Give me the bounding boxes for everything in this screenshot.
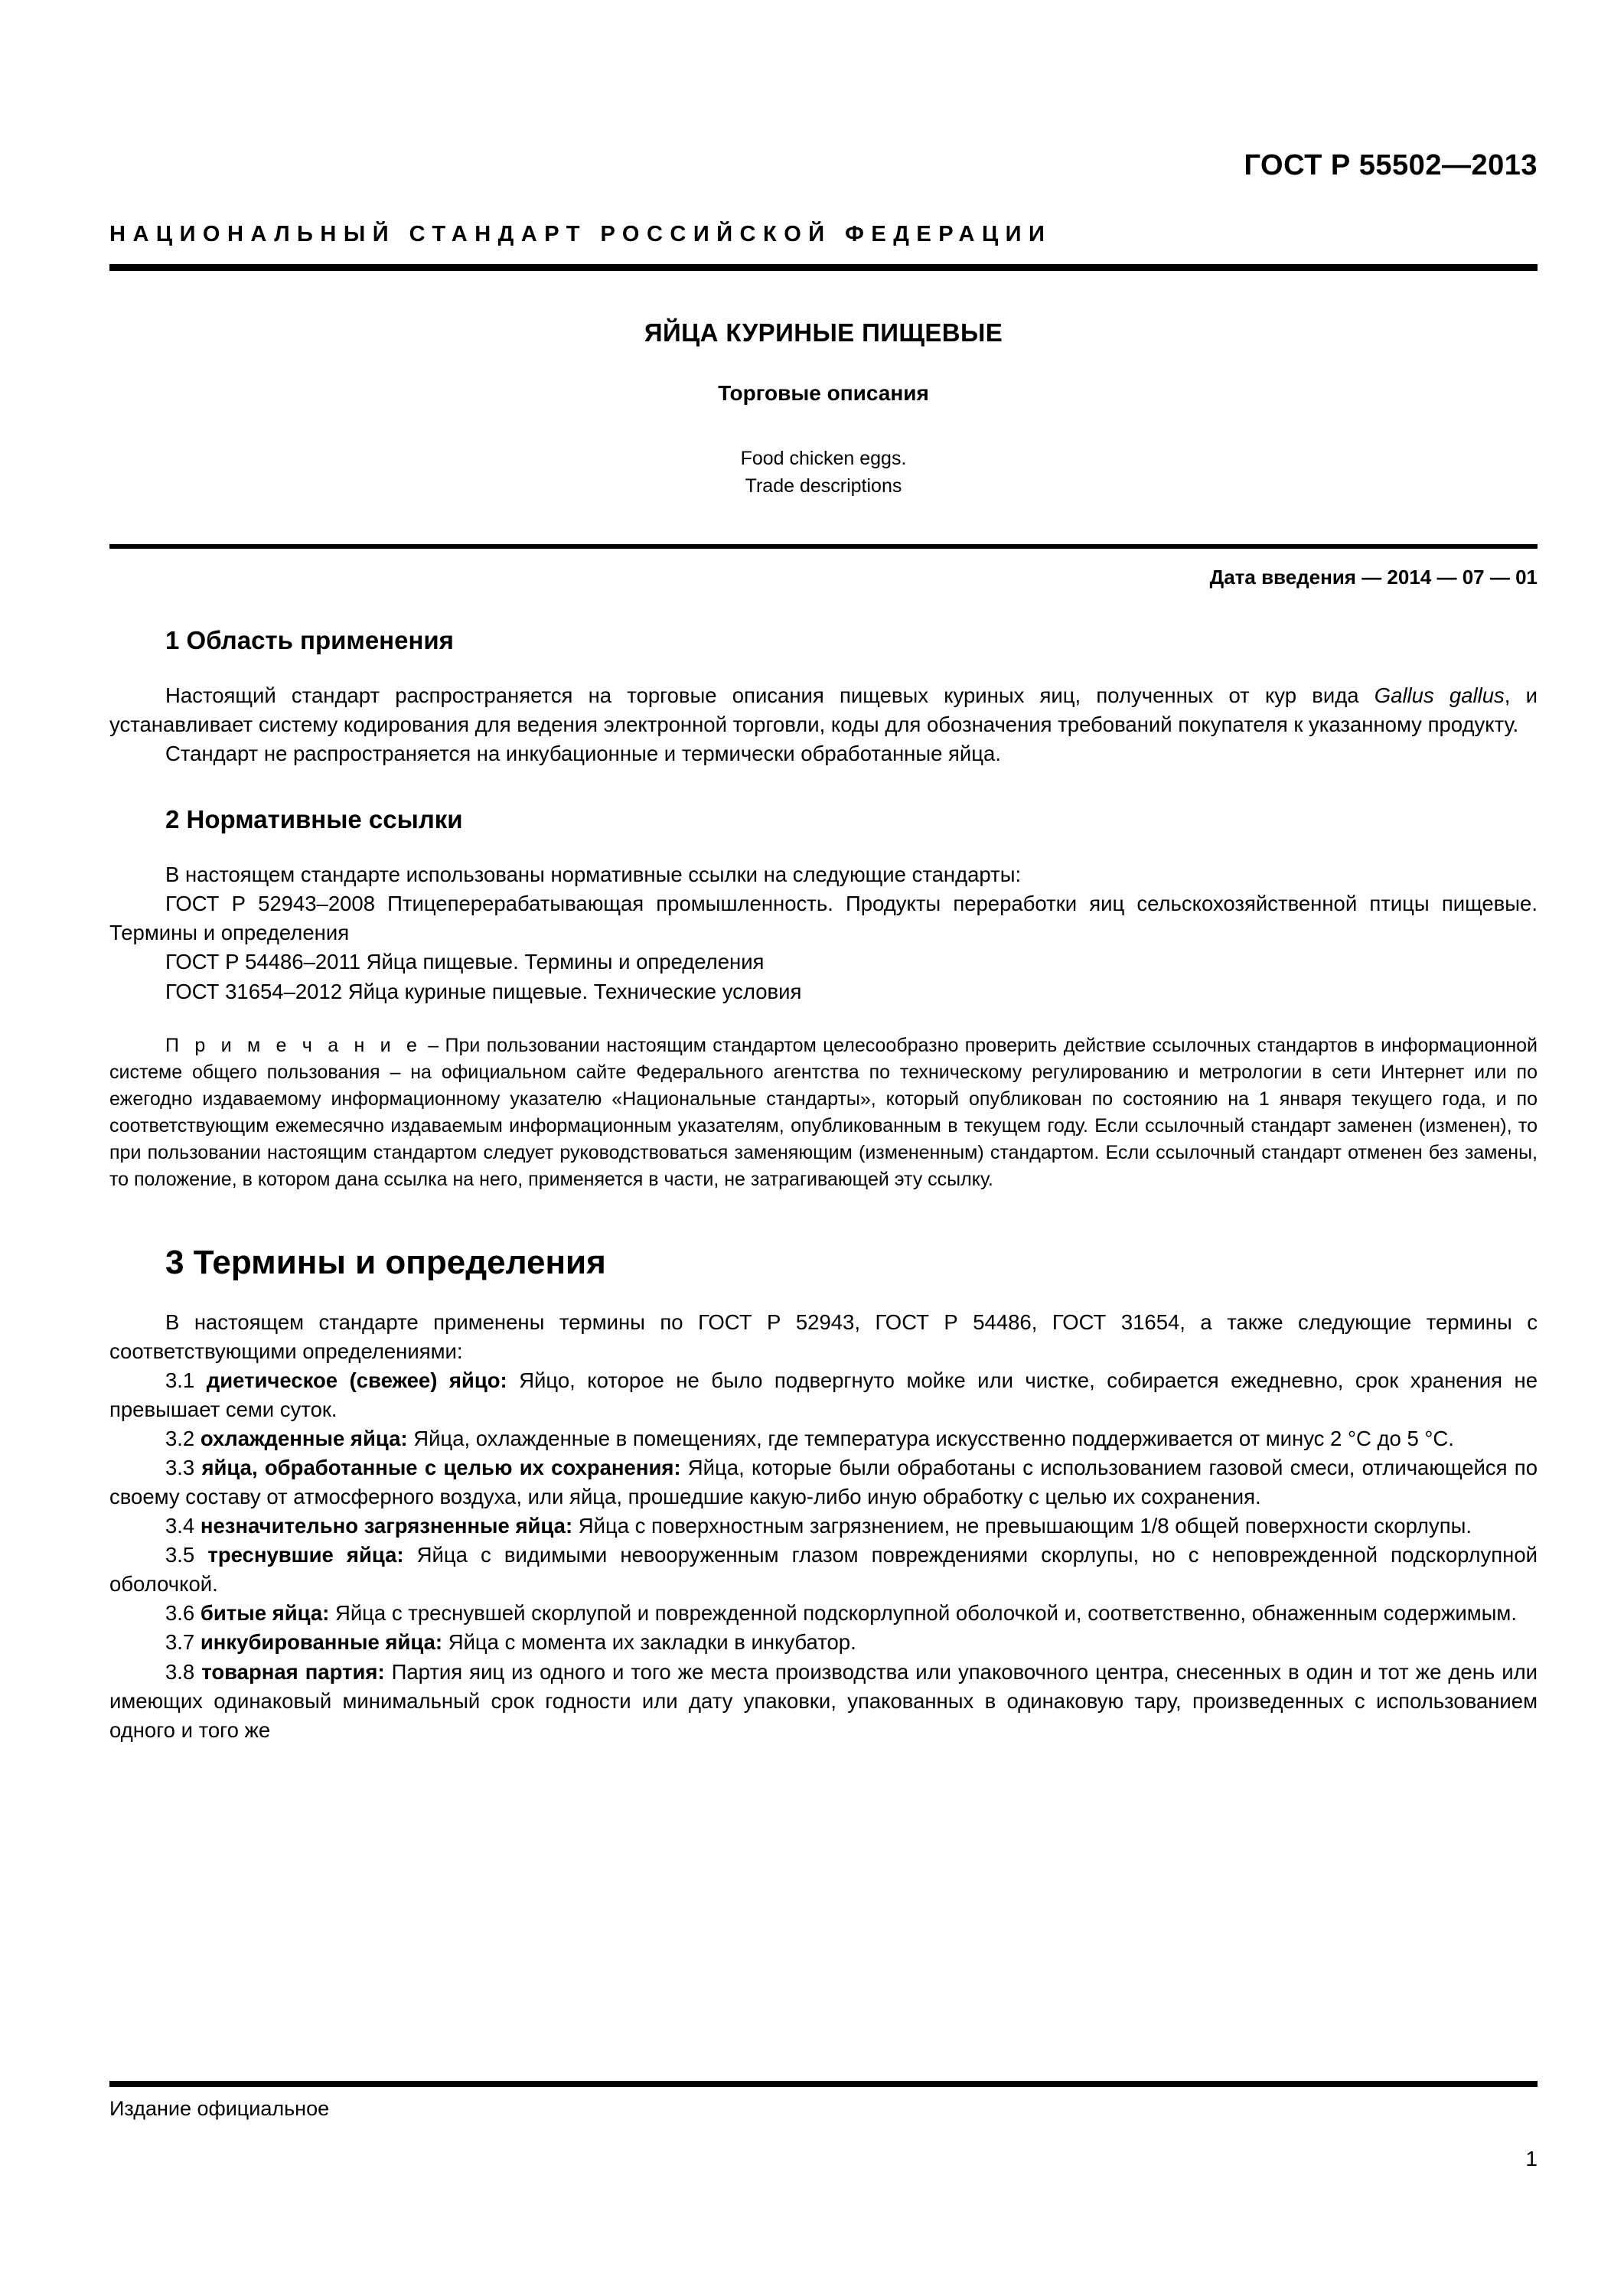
term-name: инкубированные яйца: bbox=[200, 1630, 443, 1655]
term-number: 3.6 bbox=[165, 1601, 195, 1626]
term-body: Яйца, которые были обработаны с использованием газовой смеси, отличающейся по своему составу от атмосферного воздуха, или яйца, прошедшие какую-либо иную обработку с целью их сохранения. bbox=[109, 1456, 1538, 1509]
spacer bbox=[109, 500, 1538, 544]
national-standard-line: НАЦИОНАЛЬНЫЙ СТАНДАРТ РОССИЙСКОЙ ФЕДЕРАЦИИ bbox=[109, 222, 1052, 246]
title-english-line-1: Food chicken eggs. bbox=[740, 448, 907, 469]
term-number: 3.5 bbox=[165, 1543, 195, 1567]
term-definition bbox=[109, 1424, 1538, 1453]
reference-item: ГОСТ Р 52943–2008 Птицеперерабатывающая промышленность. Продукты переработки яиц сельскохозяйственной птицы пищевые. Термины и определения bbox=[109, 892, 1538, 945]
section-2-intro: В настоящем стандарте использованы нормативные ссылки на следующие стандарты: bbox=[165, 863, 1022, 887]
section-heading-2: 2 Нормативные ссылки bbox=[165, 805, 463, 834]
term-definition bbox=[109, 1512, 1538, 1541]
term-definition bbox=[109, 1453, 1538, 1512]
term-number: 3.7 bbox=[165, 1630, 195, 1655]
term-body: Яйца с треснувшей скорлупой и поврежденной подскорлупной оболочкой и, соответственно, обнаженным содержимым. bbox=[329, 1601, 1517, 1626]
term-definition bbox=[109, 1366, 1538, 1424]
footer-rule bbox=[109, 2081, 1538, 2087]
section-heading-3: 3 Термины и определения bbox=[165, 1243, 606, 1281]
species-name: Gallus gallus bbox=[1374, 683, 1505, 707]
term-definition bbox=[109, 1599, 1538, 1628]
term-body: Яйца с видимыми невооруженным глазом повреждениями скорлупы, но с неповрежденной подскорлупной оболочкой. bbox=[109, 1543, 1538, 1596]
note-body: – При пользовании настоящим стандартом целесообразно проверить действие ссылочных стандартов в информационной системе общего пользования – на официальном сайте Федерального агентства по техническому регулированию и метрологии в сети Интернет или по ежегодно издаваемому информационному указателю «Национальные стандарты», который опубликован по состоянию на 1 января текущего года, и по соответствующим ежемесячно издаваемым информационным указателям, опубликованным в текущем году. Если ссылочный стандарт заменен (изменен), то при пользовании настоящим стандартом следует руководствоваться заменяющим (измененным) стандартом. Если ссылочный стандарт отменен без замены, то положение, в котором дана ссылка на него, применяется в части, не затрагивающей эту ссылку. bbox=[109, 1034, 1538, 1190]
page-number: 1 bbox=[1525, 2147, 1538, 2170]
term-definition bbox=[109, 1658, 1538, 1745]
term-name: яйца, обработанные с целью их сохранения: bbox=[201, 1456, 681, 1480]
header-rule bbox=[109, 264, 1538, 271]
term-body: Яйца, охлажденные в помещениях, где температура искусственно поддерживается от минус 2 °С до 5 °С. bbox=[407, 1426, 1454, 1450]
term-number: 3.8 bbox=[165, 1659, 195, 1684]
page-content bbox=[109, 0, 1538, 1745]
document-subtitle: Торговые описания bbox=[718, 381, 929, 405]
term-body: Яйца с момента их закладки в инкубатор. bbox=[442, 1630, 856, 1655]
official-edition-label: Издание официальное bbox=[109, 2097, 330, 2120]
title-english-line-2: Trade descriptions bbox=[745, 475, 902, 497]
term-name: битые яйца: bbox=[200, 1601, 330, 1626]
title-block bbox=[109, 318, 1538, 500]
term-number: 3.4 bbox=[165, 1514, 195, 1538]
s1-p1-part2: , и устанавливает систему кодирования для ведения электронной торговли, коды для обозначения требований покупателя к указанному продукту. bbox=[109, 683, 1538, 737]
term-body: Яйца с поверхностным загрязнением, не превышающим 1/8 общей поверхности скорлупы. bbox=[572, 1514, 1472, 1538]
term-body: Партия яиц из одного и того же места производства или упаковочного центра, снесенных в один и тот же день или имеющих одинаковый минимальный срок годности или дату упаковки, упакованных в одинаковую тару, произведенных с использованием одного и того же bbox=[109, 1659, 1538, 1742]
term-name: товарная партия: bbox=[201, 1659, 385, 1684]
term-name: диетическое (свежее) яйцо: bbox=[206, 1368, 507, 1392]
term-definition bbox=[109, 1541, 1538, 1599]
reference-item: ГОСТ 31654–2012 Яйца куриные пищевые. Технические условия bbox=[165, 979, 802, 1003]
note-label: П р и м е ч а н и е bbox=[165, 1034, 422, 1056]
section-heading-1: 1 Область применения bbox=[165, 626, 454, 654]
introduction-date: Дата введения — 2014 — 07 — 01 bbox=[1209, 566, 1538, 589]
term-number: 3.1 bbox=[165, 1368, 195, 1392]
term-number: 3.3 bbox=[165, 1456, 195, 1480]
term-name: охлажденные яйца: bbox=[200, 1426, 408, 1450]
standard-number: ГОСТ Р 55502—2013 bbox=[1244, 149, 1538, 181]
term-definition bbox=[109, 1628, 1538, 1657]
document-title-english bbox=[109, 445, 1538, 500]
term-name: незначительно загрязненные яйца: bbox=[200, 1514, 573, 1538]
term-body: Яйцо, которое не было подвергнуто мойке или чистке, собирается ежедневно, срок хранения не превышает семи суток. bbox=[109, 1368, 1538, 1421]
section-3-intro: В настоящем стандарте применены термины по ГОСТ Р 52943, ГОСТ Р 54486, ГОСТ 31654, а также следующие термины с соответствующими определениями: bbox=[109, 1309, 1538, 1363]
document-title: ЯЙЦА КУРИНЫЕ ПИЩЕВЫЕ bbox=[644, 318, 1003, 347]
section-1-paragraph-1 bbox=[109, 681, 1538, 739]
term-number: 3.2 bbox=[165, 1426, 195, 1450]
term-name: треснувшие яйца: bbox=[207, 1543, 404, 1567]
section-1-paragraph-2: Стандарт не распространяется на инкубационные и термически обработанные яйца. bbox=[165, 742, 1001, 766]
title-rule bbox=[109, 544, 1538, 549]
reference-item: ГОСТ Р 54486–2011 Яйца пищевые. Термины и определения bbox=[165, 950, 765, 974]
section-2-note bbox=[109, 1032, 1538, 1193]
s1-p1-part1: Настоящий стандарт распространяется на торговые описания пищевых куриных яиц, полученных от кур вида bbox=[165, 683, 1375, 707]
